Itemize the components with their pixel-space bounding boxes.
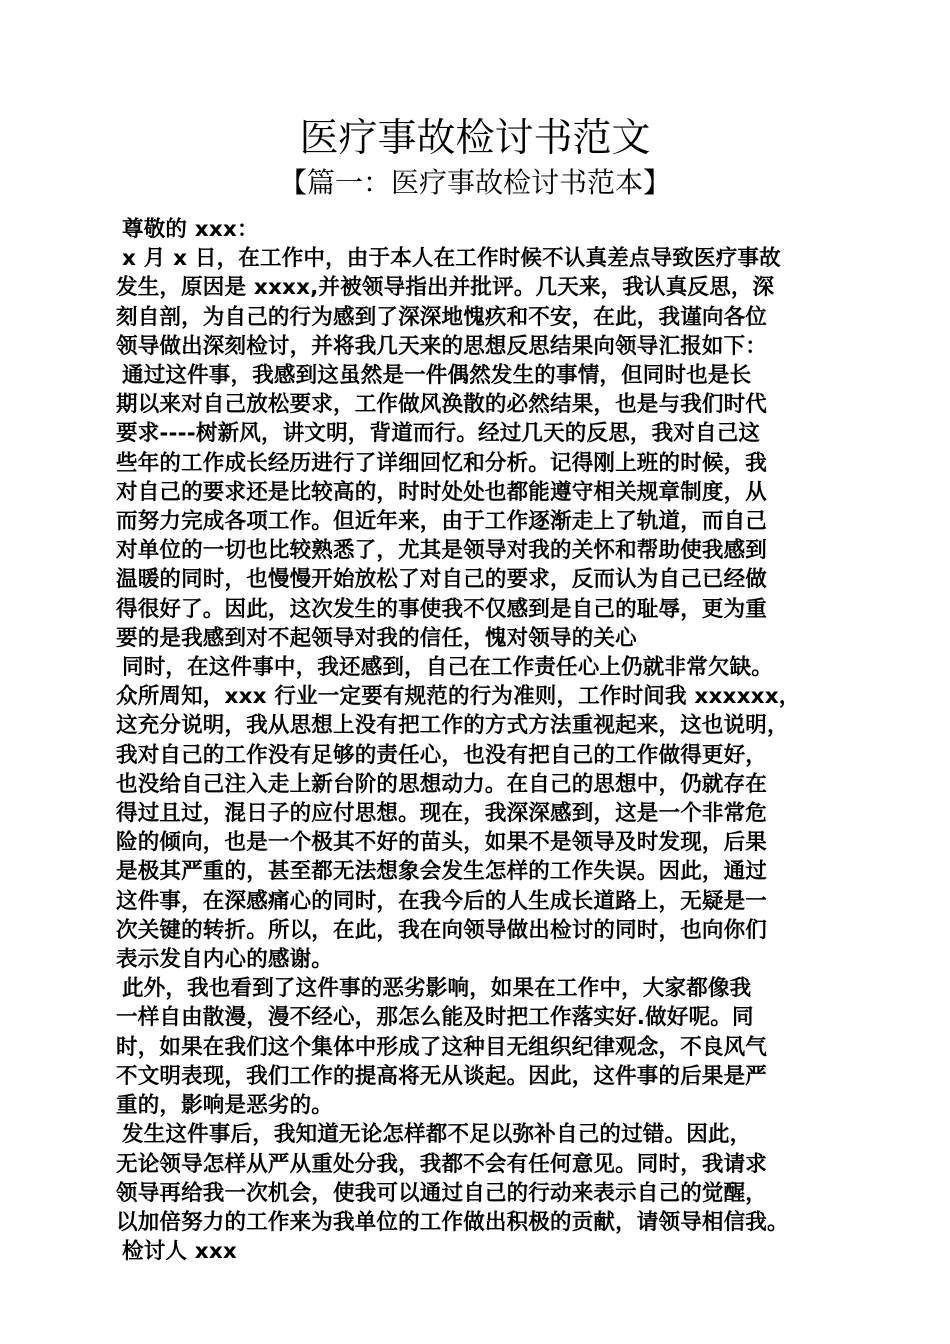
text-line: 期以来对自己放松要求，工作做风涣散的必然结果，也是与我们时代 (116, 392, 768, 418)
text-line: x 月 x 日，在工作中，由于本人在工作时候不认真差点导致医疗事故 (122, 246, 781, 272)
text-line: 领导再给我一次机会，使我可以通过自己的行动来表示自己的觉醒， (116, 1180, 768, 1206)
text-line: 尊敬的 xxx： (122, 217, 259, 242)
text-line: 通过这件事，我感到这虽然是一件偶然发生的事情，但同时也是长 (122, 363, 752, 389)
text-line: 同时，在这件事中，我还感到，自己在工作责任心上仍就非常欠缺。 (122, 655, 774, 681)
document-subtitle: 【篇一：医疗事故检讨书范本】 (278, 166, 671, 199)
text-line: 要求----树新风，讲文明，背道而行。经过几天的反思，我对自己这 (116, 421, 761, 447)
text-line: 些年的工作成长经历进行了详细回忆和分析。记得刚上班的时候，我 (116, 450, 768, 476)
text-line: 得很好了。因此，这次发生的事使我不仅感到是自己的耻辱，更为重 (116, 596, 768, 622)
text-line: 无论领导怎样从严从重处分我，我都不会有任何意见。同时，我请求 (116, 1151, 768, 1177)
text-line: 对自己的要求还是比较高的，时时处处也都能遵守相关规章制度，从 (116, 479, 768, 505)
text-line: 得过且过，混日子的应付思想。现在，我深深感到，这是一个非常危 (116, 801, 768, 827)
text-line: 刻自剖，为自己的行为感到了深深地愧疚和不安，在此，我谨向各位 (116, 304, 768, 330)
text-line: 也没给自己注入走上新台阶的思想动力。在自己的思想中，仍就存在 (116, 771, 768, 797)
text-line: 此外，我也看到了这件事的恶劣影响，如果在工作中，大家都像我 (122, 976, 752, 1002)
text-line: 险的倾向，也是一个极其不好的苗头，如果不是领导及时发现，后果 (116, 830, 768, 856)
text-line: 时，如果在我们这个集体中形成了这种目无组织纪律观念，不良风气 (116, 1034, 768, 1060)
text-line: 检讨人 xxx (122, 1239, 237, 1265)
text-line: 次关键的转折。所以，在此，我在向领导做出检讨的同时，也向你们 (116, 917, 768, 943)
text-line: 这充分说明，我从思想上没有把工作的方式方法重视起来，这也说明， (116, 713, 789, 739)
text-line: 发生，原因是 xxxx,并被领导指出并批评。几天来，我认真反思，深 (116, 275, 775, 301)
text-line: 不文明表现，我们工作的提高将无从谈起。因此，这件事的后果是严 (116, 1063, 768, 1089)
text-line: 这件事，在深感痛心的同时，在我今后的人生成长道路上，无疑是一 (116, 888, 768, 914)
text-line: 我对自己的工作没有足够的责任心，也没有把自己的工作做得更好， (116, 742, 768, 768)
text-line: 要的是我感到对不起领导对我的信任，愧对领导的关心 (116, 625, 637, 651)
document-title: 医疗事故检讨书范文 (299, 116, 651, 161)
text-line: 温暖的同时，也慢慢开始放松了对自己的要求，反而认为自己已经做 (116, 567, 768, 593)
text-line: 发生这件事后，我知道无论怎样都不足以弥补自己的过错。因此， (122, 1122, 752, 1148)
text-line: 众所周知，xxx 行业一定要有规范的行为准则，工作时间我 xxxxxx， (116, 684, 801, 710)
text-line: 表示发自内心的感谢。 (116, 947, 334, 973)
text-line: 对单位的一切也比较熟悉了，尤其是领导对我的关怀和帮助使我感到 (116, 538, 768, 564)
document-body (116, 215, 846, 1266)
text-line: 领导做出深刻检讨，并将我几天来的思想反思结果向领导汇报如下： (116, 333, 768, 359)
text-line: 重的，影响是恶劣的。 (116, 1093, 334, 1119)
text-line: 而努力完成各项工作。但近年来，由于工作逐渐走上了轨道，而自己 (116, 509, 768, 535)
text-line: 一样自由散漫，漫不经心，那怎么能及时把工作落实好.做好呢。同 (116, 1005, 754, 1031)
text-line: 是极其严重的，甚至都无法想象会发生怎样的工作失误。因此，通过 (116, 859, 768, 885)
text-line: 以加倍努力的工作来为我单位的工作做出积极的贡献，请领导相信我。 (116, 1209, 789, 1235)
